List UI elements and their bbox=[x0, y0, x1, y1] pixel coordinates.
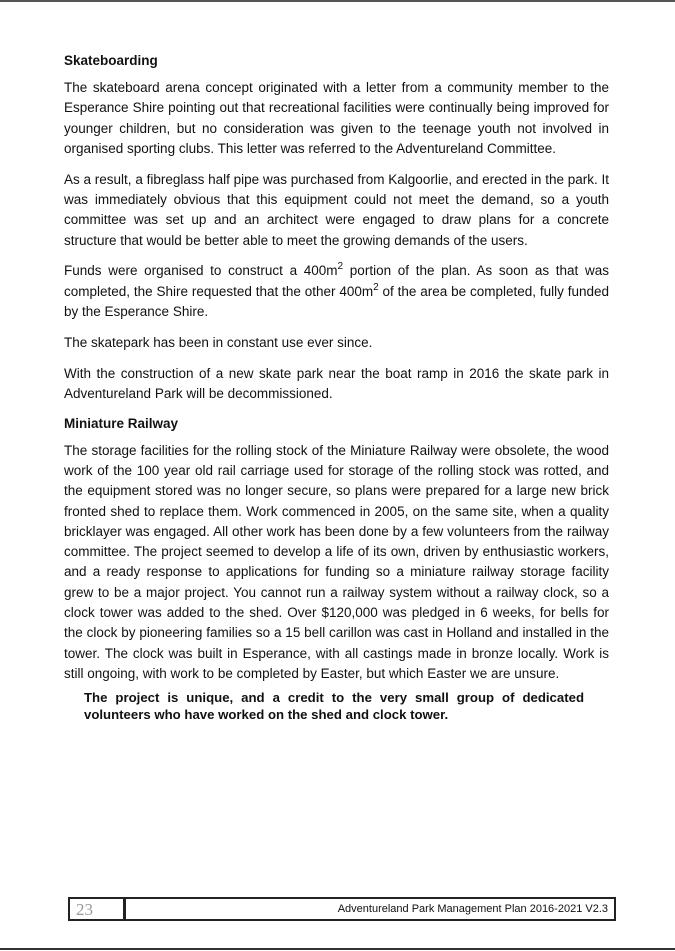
page-content bbox=[64, 52, 609, 723]
skateboarding-heading: Skateboarding bbox=[64, 53, 158, 68]
document-title: Adventureland Park Management Plan 2016-2021 V2.3 bbox=[337, 903, 608, 915]
skateboarding-paragraph-5: With the construction of a new skate park near the boat ramp in 2016 the skate park in Adventureland Park will be decommissioned. bbox=[64, 365, 609, 401]
skateboarding-paragraph-3 bbox=[64, 261, 609, 322]
skateboarding-paragraph-4: The skatepark has been in constant use ever since. bbox=[64, 334, 373, 350]
p3-text-c: of the area be completed, fully funded by the Esperance Shire. bbox=[64, 283, 609, 319]
railway-callout: The project is unique, and a credit to the very small group of dedicated volunteers who have worked on the shed and clock tower. bbox=[84, 690, 584, 722]
p3-text-a: Funds were organised to construct a 400m bbox=[64, 263, 338, 279]
page-footer bbox=[68, 897, 616, 921]
page-number: 23 bbox=[70, 899, 126, 919]
squared-superscript: 2 bbox=[373, 281, 379, 293]
p3-text-b: portion of the plan. As soon as that was completed, the Shire requested that the other 400m bbox=[64, 263, 609, 299]
squared-superscript: 2 bbox=[337, 261, 344, 273]
skateboarding-paragraph-1: The skateboard arena concept originated with a letter from a community member to the Esperance Shire pointing out that recreational facilities were continually being improved for younger children, but no consideration was given to the teenage youth not involved in organised sporting clubs. This letter was referred to the Adventureland Committee. bbox=[64, 80, 609, 156]
top-rule bbox=[0, 0, 675, 2]
bottom-rule bbox=[0, 948, 675, 950]
railway-heading: Miniature Railway bbox=[64, 415, 179, 431]
railway-paragraph-1: The storage facilities for the rolling stock of the Miniature Railway were obsolete, the wood work of the 100 year old rail carriage used for storage of the rolling stock was rotted, and the equipment stored was no longer secure, so plans were prepared for a large new brick fronted shed to replace them. Work commenced in 2005, on the same site, when a quality bricklayer was engaged. All other work has been done by a few volunteers from the railway committee. The project seemed to develop a life of its own, driven by enthusiastic workers, and a ready response to applications for funding so a miniature railway storage facility grew to be a major project. You cannot run a railway system without a railway clock, so a clock tower was added to the shed. Over $120,000 was pledged in 6 weeks, for bells for the clock by pioneering families so a 15 bell carillon was cast in Holland and installed in the tower. The clock was built in Esperance, with all castings made in bronze locally. Work is still ongoing, with work to be completed by Easter, but which Easter we are unsure. bbox=[64, 442, 609, 681]
skateboarding-paragraph-2: As a result, a fibreglass half pipe was purchased from Kalgoorlie, and erected in the park. It was immediately obvious that this equipment could not meet the demand, so a youth committee was set up and an architect were engaged to draw plans for a concrete structure that would be better able to meet the growing demands of the users. bbox=[64, 171, 609, 248]
